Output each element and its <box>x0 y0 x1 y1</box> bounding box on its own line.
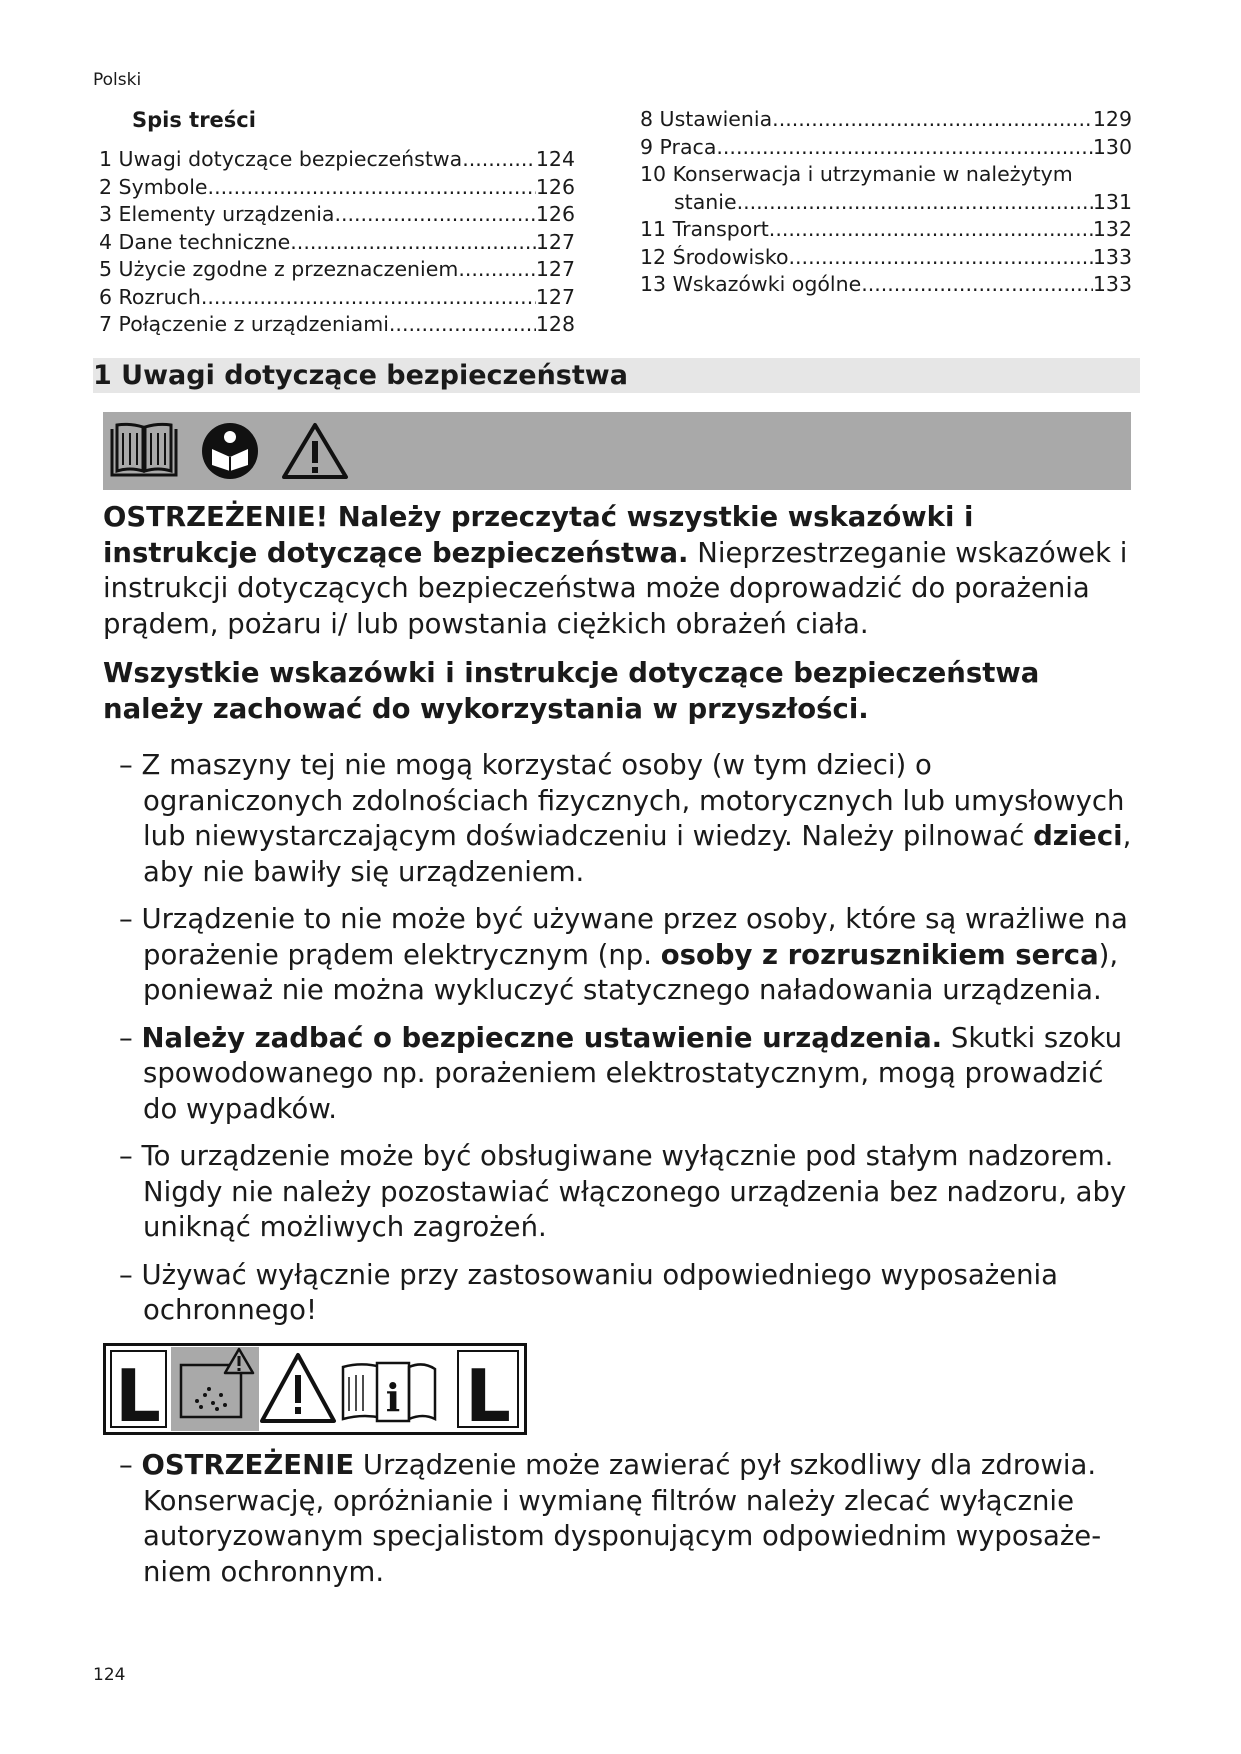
toc-entry[interactable]: 13 Wskazówki ogólne ..... 133 <box>640 271 1132 299</box>
toc-entry[interactable]: 3 Elementy urządzenia ..... 126 <box>99 201 575 229</box>
list-item: – Używać wyłącznie przy zastosowaniu odpowiedniego wyposażenia ochronnego! <box>119 1258 1059 1326</box>
toc-entry[interactable]: stanie ..... 131 <box>640 189 1132 217</box>
warning-triangle-icon <box>281 421 349 481</box>
svg-text:i: i <box>385 1375 401 1420</box>
dust-class-right <box>458 1351 518 1435</box>
read-manual-icon <box>200 421 260 481</box>
svg-text:L: L <box>115 1354 161 1435</box>
toc-title: Spis treści <box>132 108 256 132</box>
svg-text:L: L <box>465 1354 511 1435</box>
section-heading: 1 Uwagi dotyczące bezpieczeństwa <box>93 358 1140 393</box>
list-item: – Należy zadbać o bezpieczne ustawienie urządzenia. Skutki szoku spowodowanego np. porażeniem elektrostatycznym, mogą prowadzić do wypadków. <box>119 1021 1123 1125</box>
toc-right-column <box>640 106 1132 299</box>
toc-entry[interactable]: 2 Symbole ..... 126 <box>99 174 575 202</box>
language-label: Polski <box>93 70 142 90</box>
page-number: 124 <box>93 1665 126 1685</box>
toc-entry[interactable]: 4 Dane techniczne ..... 127 <box>99 229 575 257</box>
safety-list <box>97 748 1137 1341</box>
dust-warning-list <box>97 1448 1137 1602</box>
dust-hazard-icon <box>171 1347 259 1431</box>
toc-entry[interactable]: 7 Połączenie z urządzeniami ..... 128 <box>99 311 575 339</box>
safety-icon-band <box>103 412 1131 490</box>
toc-entry[interactable]: 5 Użycie zgodne z przeznaczeniem ..... 127 <box>99 256 575 284</box>
toc-entry[interactable]: 6 Rozruch ..... 127 <box>99 284 575 312</box>
list-item: – OSTRZEŻENIE Urządzenie może zawierać pył szkodliwy dla zdrowia. Konserwację, opróżnianie i wymianę filtrów należy zlecać wyłącznie autoryzowanym specjalistom dysponującym odpowiednim wyposażeniem ochronnym. <box>119 1449 1102 1588</box>
list-item: – Urządzenie to nie może być używane przez osoby, które są wrażliwe na porażenie prądem elektrycznym (np. osoby z rozrusznikiem serca), ponieważ nie można wykluczyć statycznego naładowania urządzenia. <box>119 903 1128 1006</box>
toc-entry[interactable]: 12 Środowisko ..... 133 <box>640 244 1132 272</box>
book-icon <box>108 421 180 481</box>
dust-class-symbols <box>103 1343 527 1439</box>
dust-class-left <box>111 1351 166 1435</box>
list-item: – To urządzenie może być obsługiwane wyłącznie pod stałym nadzorem. Nigdy nie należy pozostawiać włączonego urządzenia bez nadzoru, aby uniknąć możliwych zagrożeń. <box>119 1140 1127 1243</box>
toc-entry[interactable]: 10 Konserwacja i utrzymanie w należytym <box>640 162 1073 186</box>
warning-paragraph: OSTRZEŻENIE! Należy przeczytać wszystkie wskazówki i instrukcje dotyczące bezpieczeństwa. Nieprzestrzeganie wskazówek i instrukcji dotyczących bezpieczeństwa może doprowadzić do porażenia prądem, pożaru i/ lub powstania ciężkich obrażeń ciała. <box>103 501 1128 640</box>
toc-entry[interactable]: 8 Ustawienia ..... 129 <box>640 106 1132 134</box>
toc-entry[interactable]: 9 Praca ..... 130 <box>640 134 1132 162</box>
list-item: – Z maszyny tej nie mogą korzystać osoby (w tym dzieci) o ograniczonych zdolnościach fizycznych, motorycznych lub umysłowych lub niewystarczającym doświadczeniu i wiedzy. Należy pilnować dzieci, aby nie bawiły się urządzeniem. <box>119 749 1132 888</box>
keep-instructions-notice: Wszystkie wskazówki i instrukcje dotyczące bezpieczeństwa należy zachować do wykorzystania w przyszłości. <box>103 657 1040 725</box>
toc-entry[interactable]: 11 Transport ..... 132 <box>640 216 1132 244</box>
toc-entry[interactable]: 1 Uwagi dotyczące bezpieczeństwa ..... 124 <box>99 146 575 174</box>
toc-left-column <box>99 146 575 339</box>
